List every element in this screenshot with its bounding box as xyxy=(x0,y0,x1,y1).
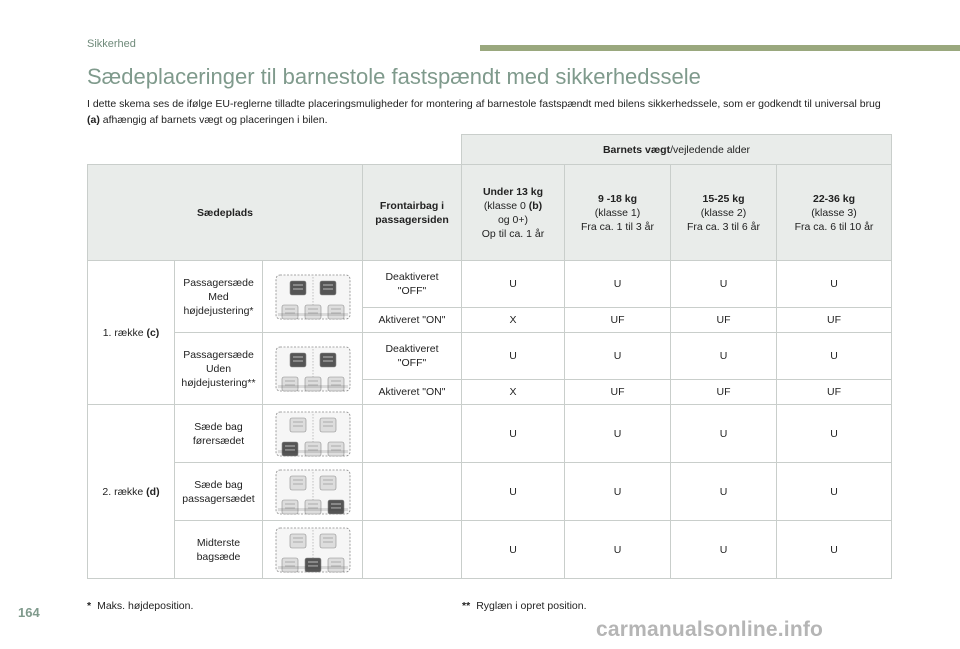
cell-value: X xyxy=(462,380,565,405)
cell-value: U xyxy=(462,463,565,521)
seat-column-header: Sædeplads xyxy=(88,165,363,261)
page-number: 164 xyxy=(18,605,40,620)
table-row xyxy=(88,261,892,308)
cell-value: X xyxy=(462,308,565,333)
seat-name: Midterste bagsæde xyxy=(175,521,263,579)
row-label-first-row: 1. række (c) xyxy=(88,261,175,405)
seat-diagram-icon xyxy=(263,521,363,579)
airbag-empty xyxy=(363,521,462,579)
airbag-empty xyxy=(363,405,462,463)
cell-value: U xyxy=(777,333,892,380)
seat-diagram-icon xyxy=(263,405,363,463)
cell-value: U xyxy=(777,521,892,579)
seat-diagram-icon xyxy=(263,261,363,333)
cell-value: U xyxy=(565,333,671,380)
table-row xyxy=(88,405,892,463)
cell-value: UF xyxy=(565,380,671,405)
cell-value: U xyxy=(565,463,671,521)
section-bar xyxy=(480,45,960,51)
cell-value: U xyxy=(565,521,671,579)
cell-value: U xyxy=(777,463,892,521)
cell-value: U xyxy=(462,333,565,380)
child-weight-header: Barnets vægt/vejledende alder xyxy=(462,135,892,165)
seat-name: Sæde bag førersædet xyxy=(175,405,263,463)
cell-value: U xyxy=(565,261,671,308)
cell-value: UF xyxy=(777,380,892,405)
airbag-column-header: Frontairbag i passagersiden xyxy=(363,165,462,261)
seat-name: Sæde bag passagersædet xyxy=(175,463,263,521)
airbag-state: Aktiveret "ON" xyxy=(363,308,462,333)
cell-value: U xyxy=(777,261,892,308)
class-header-3: 22-36 kg (klasse 3) Fra ca. 6 til 10 år xyxy=(777,165,892,261)
cell-value: UF xyxy=(671,308,777,333)
seat-diagram-icon xyxy=(263,333,363,405)
child-seat-table xyxy=(87,134,892,579)
airbag-empty xyxy=(363,463,462,521)
class-header-1: 9 -18 kg (klasse 1) Fra ca. 1 til 3 år xyxy=(565,165,671,261)
intro-text: I dette skema ses de ifølge EU-reglerne tilladte placeringsmuligheder for montering af barnestole fastspændt med bilens sikkerhedssele, som er godkendt til universal brug (a) afhængig af barnets vægt og placeringen i bilen. xyxy=(87,98,881,126)
cell-value: U xyxy=(462,405,565,463)
watermark: carmanualsonline.info xyxy=(596,618,824,641)
airbag-state: Deaktiveret "OFF" xyxy=(363,333,462,380)
cell-value: U xyxy=(671,463,777,521)
cell-value: U xyxy=(671,261,777,308)
section-label: Sikkerhed xyxy=(87,38,136,50)
footnote-backrest: ** Ryglæn i opret position. xyxy=(462,600,587,612)
footnote-max-height: * Maks. højdeposition. xyxy=(87,600,194,612)
cell-value: U xyxy=(671,333,777,380)
cell-value: UF xyxy=(777,308,892,333)
table-row xyxy=(88,521,892,579)
airbag-state: Aktiveret "ON" xyxy=(363,380,462,405)
seat-name: Passagersæde Uden højdejustering** xyxy=(175,333,263,405)
page-title: Sædeplaceringer til barnestole fastspændt med sikkerhedssele xyxy=(87,64,701,89)
table-row xyxy=(88,463,892,521)
seat-diagram-icon xyxy=(263,463,363,521)
cell-value: U xyxy=(565,405,671,463)
class-header-2: 15-25 kg (klasse 2) Fra ca. 3 til 6 år xyxy=(671,165,777,261)
cell-value: U xyxy=(671,521,777,579)
cell-value: UF xyxy=(671,380,777,405)
cell-value: U xyxy=(462,261,565,308)
seat-name: Passagersæde Med højdejustering* xyxy=(175,261,263,333)
cell-value: U xyxy=(777,405,892,463)
cell-value: UF xyxy=(565,308,671,333)
table-row xyxy=(88,333,892,380)
row-label-second-row: 2. række (d) xyxy=(88,405,175,579)
cell-value: U xyxy=(671,405,777,463)
cell-value: U xyxy=(462,521,565,579)
class-header-0: Under 13 kg (klasse 0 (b) og 0+) Op til ca. 1 år xyxy=(462,165,565,261)
airbag-state: Deaktiveret "OFF" xyxy=(363,261,462,308)
